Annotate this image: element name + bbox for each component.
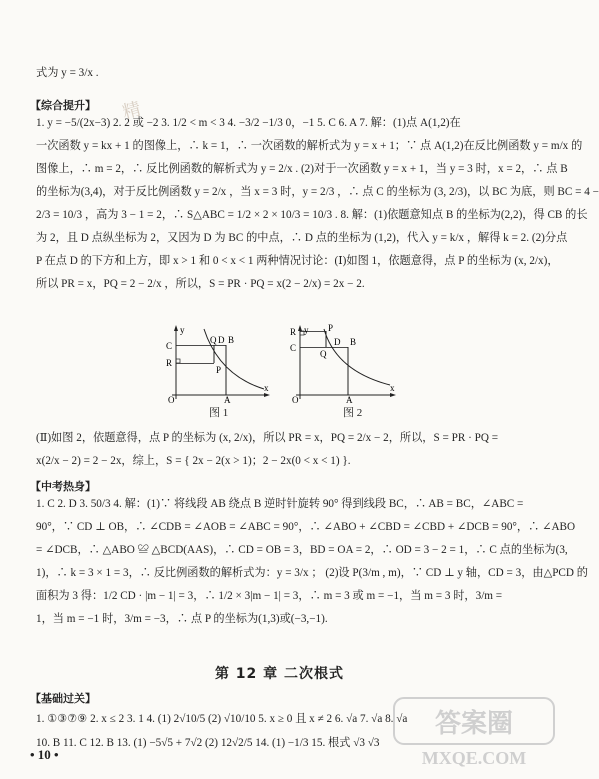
fig1-label-A: A bbox=[224, 395, 231, 405]
fig2-label-A: A bbox=[346, 395, 353, 405]
text-line-14: = ∠DCB，∴ △ABO ≌ △BCD(AAS)，∴ CD = OB = 3，BD = OA = 2，∴ OD = 3 − 2 = 1，∴ C 点的坐标为(3, bbox=[36, 544, 568, 556]
fig1-label-P: P bbox=[216, 365, 222, 375]
text-line-3: 一次函数 y = kx + 1 的图像上，∴ k = 1，∴ 一次函数的解析式为 y = x + 1；∵ 点 A(1,2)在反比例函数 y = m/x 的 bbox=[36, 140, 583, 152]
text-line-17: 1，当 m = −1 时，3/m = −3，∴ 点 P 的坐标为(1,3)或(−3,−1). bbox=[36, 613, 328, 625]
fig1-label-C: C bbox=[166, 341, 173, 351]
watermark-logo bbox=[392, 694, 556, 772]
fig1-label-B: B bbox=[228, 335, 235, 345]
section-heading-exam: 【中考热身】 bbox=[30, 481, 96, 493]
fig1-label-D: D bbox=[218, 335, 225, 345]
text-line-10: (Ⅱ)如图 2，依题意得，点 P 的坐标为 (x, 2/x)，所以 PR = x，PQ = 2/x − 2，所以，S = PR · PQ = bbox=[36, 432, 499, 444]
fig1-label-R: R bbox=[166, 358, 173, 368]
fig1-label-x: x bbox=[264, 383, 269, 393]
fig2-label-B: B bbox=[350, 337, 357, 347]
figure-1-caption: 图 1 bbox=[209, 407, 229, 419]
svg-text:精: 精 bbox=[120, 98, 143, 123]
figure-1 bbox=[164, 323, 274, 403]
text-line-8: P 在点 D 的下方和上方，即 x > 1 和 0 < x < 1 两种情况讨论：(Ⅰ)如图 1，依题意得，点 P 的坐标为 (x, 2/x)， bbox=[36, 255, 559, 267]
fig2-label-D: D bbox=[334, 337, 341, 347]
figure-2 bbox=[290, 323, 400, 403]
svg-text:MXQE.COM: MXQE.COM bbox=[421, 748, 527, 768]
fig1-label-Q: Q bbox=[210, 335, 217, 345]
text-line-12: 1. C 2. D 3. 50/3 4. 解：(1)∵ 将线段 AB 绕点 B 逆时针旋转 90° 得到线段 BC，∴ AB = BC，∠ABC = bbox=[36, 498, 524, 510]
fig1-label-y: y bbox=[180, 325, 185, 335]
text-line-7: 为 2，且 D 点纵坐标为 2，又因为 D 为 BC 的中点，∴ D 点的坐标为 (1,2)，代入 y = k/x ，解得 k = 2. (2)分点 bbox=[36, 232, 568, 244]
chapter-title: 第 12 章 二次根式 bbox=[214, 666, 345, 682]
fig2-label-P: P bbox=[328, 323, 334, 333]
page-number: • 10 • bbox=[30, 747, 59, 762]
fig1-label-O: O bbox=[168, 395, 175, 405]
figure-2-caption: 图 2 bbox=[343, 407, 363, 419]
text-line-19: 10. B 11. C 12. B 13. (1) −5√5 + 7√2 (2) 12√2/5 14. (1) −1/3 15. 根式 √3 √3 bbox=[36, 737, 380, 749]
section-heading-comprehensive: 【综合提升】 bbox=[30, 100, 96, 112]
fig2-label-y: y bbox=[304, 325, 309, 335]
text-line-16: 面积为 3 得：1/2 CD · |m − 1| = 3，∴ 1/2 × 3|m − 1| = 3，∴ m = 3 或 m = −1，当 m = 3 时，3/m = bbox=[36, 590, 503, 602]
fig2-label-R: R bbox=[290, 327, 297, 337]
text-line-2: 1. y = −5/(2x−3) 2. 2 或 −2 3. 1/2 < m < 3 4. −3/2 −1/3 0，−1 5. C 6. A 7. 解：(1)点 A(1,2)在 bbox=[36, 117, 461, 129]
svg-text:答案圈: 答案圈 bbox=[434, 709, 514, 738]
fig2-label-Q: Q bbox=[320, 349, 327, 359]
text-line-4: 图像上，∴ m = 2，∴ 反比例函数的解析式为 y = 2/x . (2)对于一次函数 y = x + 1，当 y = 3 时，x = 2，∴ 点 B bbox=[36, 163, 568, 175]
section-heading-basic: 【基础过关】 bbox=[30, 693, 96, 705]
text-line-18: 1. ①③⑦⑨ 2. x ≤ 2 3. 1 4. (1) 2√10/5 (2) √10/10 5. x ≥ 0 且 x ≠ 2 6. √a 7. √a 8. √a bbox=[36, 713, 408, 725]
text-line-9: 所以 PR = x，PQ = 2 − 2/x ，所以，S = PR · PQ = x(2 − 2/x) = 2x − 2. bbox=[36, 278, 365, 290]
fig2-label-O: O bbox=[292, 395, 299, 405]
fig2-label-C: C bbox=[290, 343, 297, 353]
fig2-label-x: x bbox=[390, 383, 395, 393]
text-line-1: 式为 y = 3/x . bbox=[36, 67, 99, 79]
text-line-6: 2/3 = 10/3 ，高为 3 − 1 = 2，∴ S△ABC = 1/2 × 2 × 10/3 = 10/3 . 8. 解：(1)依题意知点 B 的坐标为(2,2)，得 CB 的长 bbox=[36, 209, 588, 221]
text-line-13: 90°，∵ CD ⊥ OB，∴ ∠CDB = ∠AOB = ∠ABC = 90°，∴ ∠ABO + ∠CBD = ∠CBD + ∠DCB = 90°，∴ ∠ABO bbox=[36, 521, 576, 533]
text-line-15: 1)，∴ k = 3 × 1 = 3，∴ 反比例函数的解析式为：y = 3/x ； (2)设 P(3/m , m)，∵ CD ⊥ y 轴，CD = 3，由△PCD 的 bbox=[36, 567, 588, 579]
text-line-11: x(2/x − 2) = 2 − 2x，综上，S = { 2x − 2(x > 1)；2 − 2x(0 < x < 1) }. bbox=[36, 455, 351, 467]
text-line-5: 的坐标为(3,4)，对于反比例函数 y = 2/x ，当 x = 3 时，y = 2/3 ，∴ 点 C 的坐标为 (3, 2/3)，以 BC 为底，则 BC = 4 − bbox=[36, 186, 599, 198]
